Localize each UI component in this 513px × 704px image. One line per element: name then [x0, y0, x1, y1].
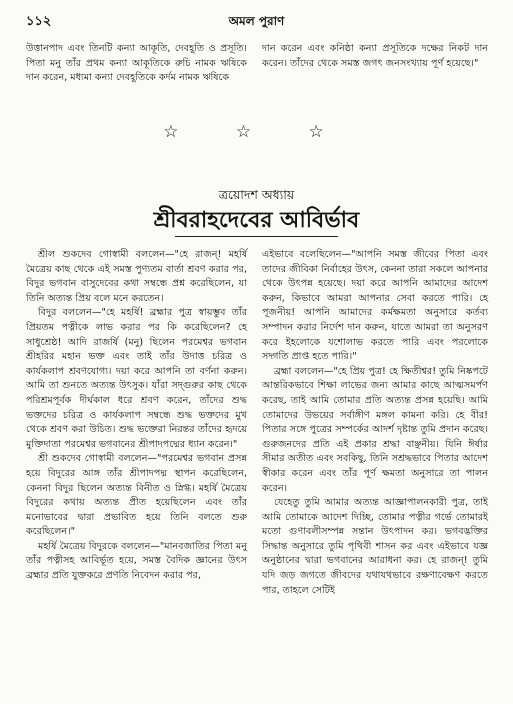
- chapter-title: শ্রীবরাহদেবের আবির্ভাব: [153, 208, 360, 233]
- paragraph: এইভাবে বলেছিলেন—"আপনি সমস্ত জীবের পিতা এবং তাদের জীবিকা নির্বাহের উৎস, কেননা তারা সকলে আপনার থেকে উৎপন্ন হয়েছে। দয়া করে আপনি আমাদের আদেশ করুন, কিভাবে আমরা আপনার সেবা করতে পারি। হে পূজনীয়! আপনি আমাদের কর্মক্ষমতা অনুসারে কর্তব্য সম্পাদন করার নির্দেশ দান করুন, যাতে আমরা তা অনুসরণ করে ইহলোকে যশোলাভ করতে পারি এবং পরলোকে সদ্গতি প্রাপ্ত হতে পারি।": [262, 249, 488, 363]
- page-number: ১১২: [26, 14, 52, 29]
- page-header: [26, 12, 487, 32]
- chapter-number: ত্রয়োদশ অধ্যায়: [218, 187, 295, 202]
- title-underline: [175, 236, 338, 237]
- body-right-column: [262, 248, 488, 598]
- paragraph: উত্তানপাদ এবং তিনটি কন্যা আকূতি, দেবহূতি ও প্রসূতি। পিতা মনু তাঁর প্রথম কন্যা আকূতিকে রুচি নামক ঋষিকে দান করেন, মধ্যমা কন্যা দেবহূতিকে কর্দম নামক ঋষিকে: [26, 43, 247, 84]
- paragraph: ব্রহ্মা বললেন—"হে প্রিয় পুত্র! হে ক্ষিতীশ্বর! তুমি নিষ্কপটে আন্তরিকভাবে শিক্ষা লাভের জন্য আমার কাছে আত্মসমর্পণ করেছ, তাই আমি তোমার প্রতি অত্যন্ত প্রসন্ন হয়েছি। আমি তোমাদের উভয়ের সর্বাঙ্গীণ মঙ্গল কামনা করি। হে বীর! পিতার সঙ্গে পুত্রের সম্পর্কের আদর্শ দৃষ্টান্ত তুমি প্রদান করেছ। গুরুজনদের প্রতি এই প্রকার শ্রদ্ধা বাঞ্ছনীয়। যিনি ঈর্ষার সীমার অতীত এবং সবকিছু, তিনি সশ্রদ্ধভাবে পিতার আদেশ স্বীকার করেন এবং তাঁর পূর্ণ ক্ষমতা অনুসারে তা পালন করেন।: [262, 365, 488, 494]
- body-left-column: [26, 248, 247, 584]
- paragraph: দান করেন এবং কনিষ্ঠা কন্যা প্রসূতিকে দক্ষের নিকট দান করেন। তাঁদের থেকে সমস্ত জগৎ জনসংখ্যায় পূর্ণ হয়েছে।": [262, 43, 488, 69]
- top-left-column: [26, 42, 247, 86]
- paragraph: মহর্ষি মৈত্রেয় বিদুরকে বললেন—"মানবজাতির পিতা মনু তাঁর পত্নীসহ আবির্ভূত হয়ে, সমস্ত বৈদিক জ্ঞানের উৎস ব্রহ্মার প্রতি যুক্তকরে প্রণতি নিবেদন করার পর,: [26, 540, 247, 582]
- paragraph: শ্রীল শুকদেব গোস্বামী বললেন—"হে রাজন্! মহর্ষি মৈত্রেয় কাছ থেকে এই সমস্ত পুণ্যতম বার্তা শ্রবণ করার পর, বিদুর ভগবান বাসুদেবের কথা সম্বন্ধে প্রশ্ন করেছিলেন, যা তিনি অত্যন্ত প্রিয় বলে মনে করতেন।: [26, 249, 247, 304]
- top-right-column: [262, 42, 488, 71]
- paragraph: বিদুর বললেন—"হে মহর্ষি! ব্রহ্মার পুত্র স্বায়ম্ভুব তাঁর প্রিয়তম পত্নীকে লাভ করার পর কি করেছিলেন? হে সাধুশ্রেষ্ঠ! আদি রাজর্ষি (মনু) ছিলেন পরমেশ্বর ভগবান শ্রীহরির মহান ভক্ত এবং তাই তাঁর উদাত্ত চরিত্র ও কার্যকলাপ শ্রবণযোগ্য। দয়া করে আপনি তা বর্ণনা করুন। আমি তা শুনতে অত্যন্ত উৎসুক। যাঁরা সদ্গুরুর কাছ থেকে পরিশ্রমপূর্বক দীর্ঘকাল ধরে শ্রবণ করেন, তাঁদের শুদ্ধ ভক্তদের চরিত্র ও কার্যকলাপ সম্বন্ধে শুদ্ধ ভক্তদের মুখ থেকে শ্রবণ করা উচিত। শুদ্ধ ভক্তেরা নিরন্তর তাঁদের হৃদয়ে মুক্তিদাতা পরমেশ্বর ভগবানের শ্রীপাদপদ্মের ধ্যান করেন।": [26, 307, 247, 450]
- running-title: অমল পুরাণ: [228, 14, 285, 28]
- paragraph: শ্রী শুকদেব গোস্বামী বললেন—"পরমেশ্বর ভগবান প্রসন্ন হয়ে বিদুরের আঙ্গ তাঁর শ্রীপাদপদ্ম স্থাপন করেছিলেন, কেননা বিদুর ছিলেন অত্যন্ত বিনীত ও স্নিগ্ধ। মহর্ষি মৈত্রেয় বিদুরের কথায় অত্যন্ত প্রীত হয়েছিলেন এবং তাঁর মনোভাবের দ্বারা প্রভাবিত হয়ে তিনি বলতে শুরু করেছিলেন।": [26, 453, 247, 538]
- star-ornament: ☆ ☆ ☆: [163, 122, 350, 142]
- paragraph: যেহেতু তুমি আমার অত্যন্ত আজ্ঞাপালনকারী পুত্র, তাই আমি তোমাকে আদেশ দিচ্ছি, তোমার পত্নীর গর্ভে তোমারই মতো গুণাবলীসম্পন্ন সন্তান উৎপাদন কর। ভগবদ্ভক্তির সিদ্ধান্ত অনুসারে তুমি পৃথিবী শাসন কর এবং এইভাবে যজ্ঞ অনুষ্ঠানের দ্বারা ভগবানের আরাধনা কর। হে রাজন্! তুমি যদি জড় জগতে জীবদের যথাযথভাবে রক্ষণাবেক্ষণ করতে পার, তাহলে সেটিই: [262, 497, 488, 596]
